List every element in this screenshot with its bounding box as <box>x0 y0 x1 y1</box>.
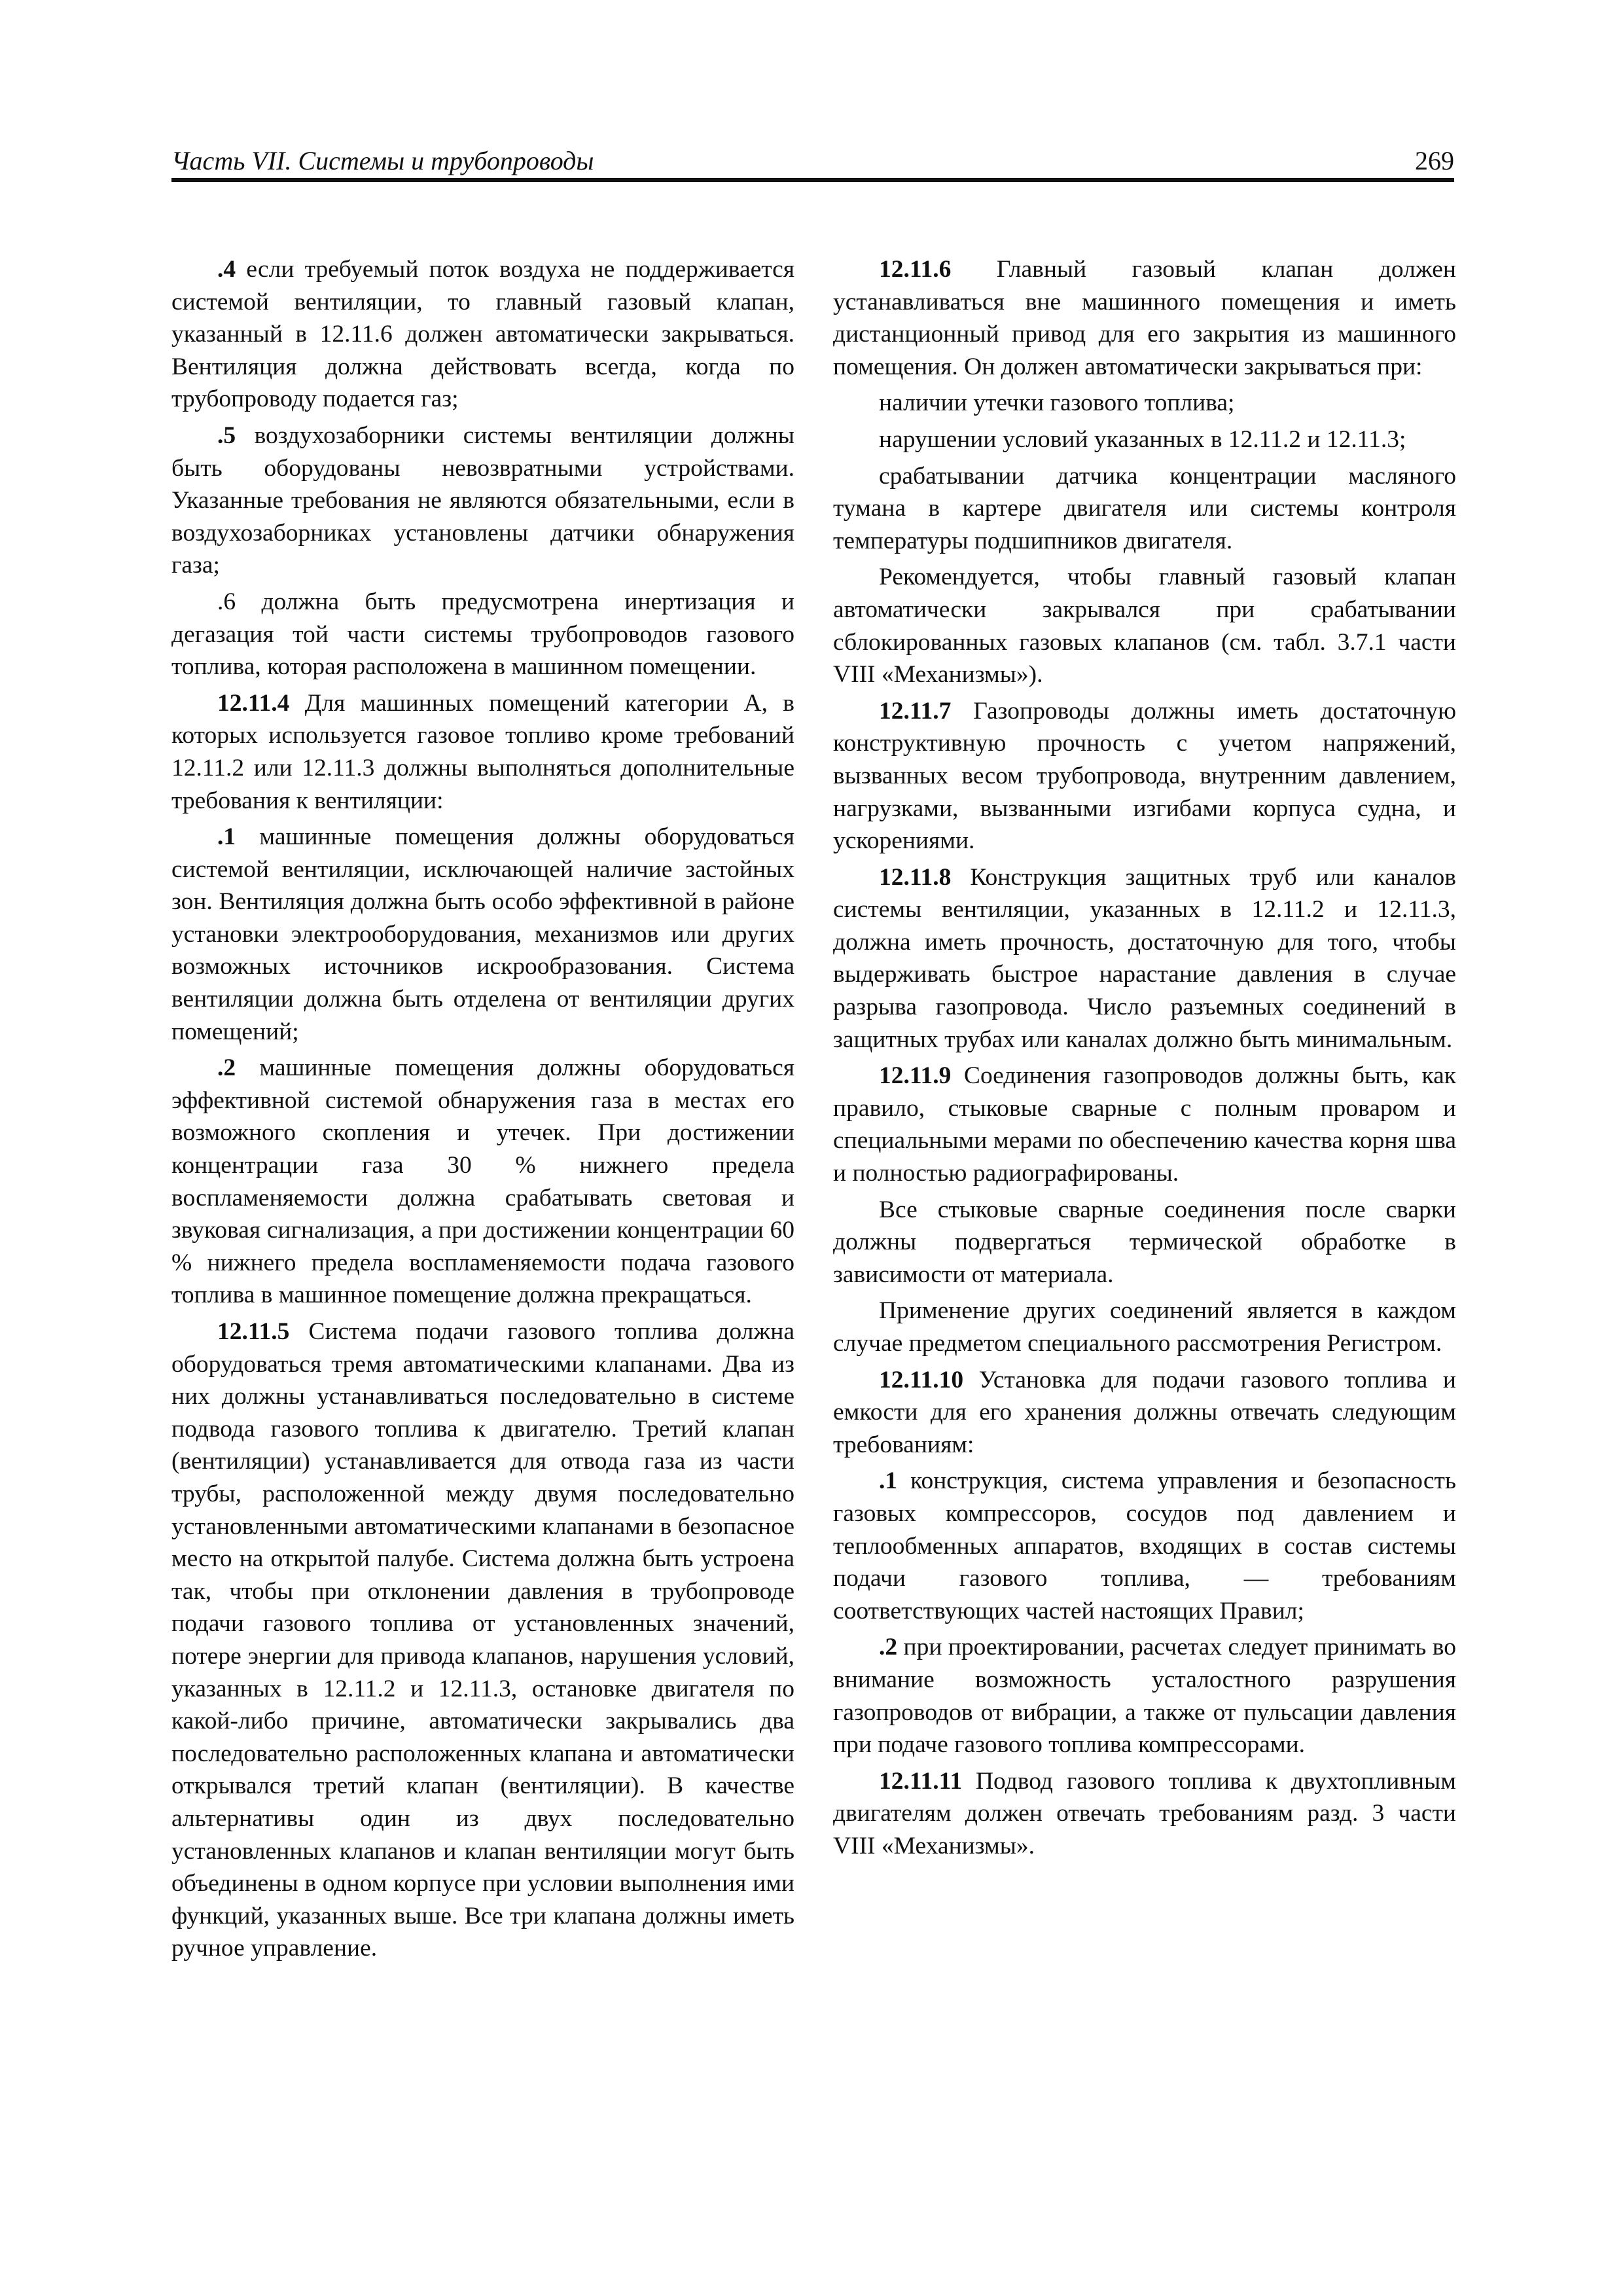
paragraph <box>171 1316 794 1965</box>
item-number: .2 <box>879 1634 898 1661</box>
paragraph-text: Все стыковые сварные соединения после сварки должны подвергаться термической обработке в зависимости от материала. <box>833 1196 1456 1288</box>
paragraph <box>171 586 794 683</box>
right-column <box>833 253 1456 1867</box>
paragraph-text: если требуемый поток воздуха не поддерживается системой вентиляции, то главный газовый клапан, указанный в 12.11.6 должен автоматически закрываться. Вентиляция должна действовать всегда, когда по трубопроводу подается газ; <box>171 256 794 413</box>
paragraph-text: воздухозаборники системы вентиляции должны быть оборудованы невозвратными устройствами. Указанные требования не являются обязательными, если в воздухозаборниках установлены датчики обнаружения газа; <box>171 422 794 579</box>
paragraph <box>833 861 1456 1056</box>
paragraph <box>833 1765 1456 1863</box>
running-head-title: Часть VII. Системы и трубопроводы <box>171 146 594 175</box>
paragraph <box>833 253 1456 383</box>
paragraph <box>833 1060 1456 1189</box>
paragraph-text: Подвод газового топлива к двухтопливным двигателям должен отвечать требованиям разд. 3 части VIII «Механизмы». <box>833 1767 1456 1859</box>
paragraph <box>833 1194 1456 1291</box>
paragraph <box>833 1364 1456 1462</box>
paragraph <box>833 1295 1456 1359</box>
paragraph-text: машинные помещения должны оборудоваться эффективной системой обнаружения газа в местах его возможного скопления и утечек. При достижении концентрации газа 30 % нижнего предела воспламеняемости должна срабатывать световая и звуковая сигнализация, а при достижении концентрации 60 % нижнего предела воспламеняемости подача газового топлива в машинное помещение должна прекращаться. <box>171 1054 794 1309</box>
paragraph <box>171 420 794 582</box>
paragraph <box>171 821 794 1048</box>
paragraph <box>171 1052 794 1312</box>
section-number: 12.11.8 <box>879 863 952 891</box>
paragraph <box>833 695 1456 857</box>
item-number: .5 <box>217 422 236 449</box>
paragraph-text: Конструкция защитных труб или каналов системы вентиляции, указанных в 12.11.2 и 12.11.3, должна иметь прочность, достаточную для того, чтобы выдерживать быстрое нарастание давления в случае разрыва газопровода. Число разъемных соединений в защитных трубах или каналах должно быть минимальным. <box>833 863 1456 1053</box>
paragraph-text: машинные помещения должны оборудоваться системой вентиляции, исключающей наличие застойных зон. Вентиляция должна быть особо эффективной в районе установки электрооборудования, механизмов или других возможных источников искрообразования. Система вентиляции должна быть отделена от вентиляции других помещений; <box>171 823 794 1045</box>
section-number: 12.11.6 <box>879 256 952 283</box>
item-number: .1 <box>879 1467 898 1495</box>
paragraph <box>833 423 1456 456</box>
paragraph <box>833 561 1456 691</box>
paragraph <box>833 460 1456 558</box>
section-number: 12.11.7 <box>879 697 952 725</box>
item-number: .1 <box>217 823 236 851</box>
item-number: .2 <box>217 1054 236 1082</box>
left-column <box>171 253 794 1969</box>
section-number: 12.11.9 <box>879 1062 952 1090</box>
paragraph-text: Применение других соединений является в каждом случае предметом специального рассмотрения Регистром. <box>833 1297 1456 1357</box>
page-number: 269 <box>1415 146 1454 175</box>
paragraph <box>833 387 1456 420</box>
paragraph-text: срабатывании датчика концентрации масляного тумана в картере двигателя или системы контроля температуры подшипников двигателя. <box>833 462 1456 554</box>
section-number: 12.11.4 <box>217 689 290 717</box>
section-number: 12.11.11 <box>879 1767 963 1795</box>
paragraph-text: Соединения газопроводов должны быть, как правило, стыковые сварные с полным проваром и специальными мерами по обеспечению качества корня шва и полностью радиографированы. <box>833 1062 1456 1187</box>
paragraph-text: нарушении условий указанных в 12.11.2 и 12.11.3; <box>879 425 1406 453</box>
paragraph <box>833 1631 1456 1761</box>
section-number: 12.11.10 <box>879 1366 964 1393</box>
running-head <box>171 143 1454 179</box>
paragraph <box>171 687 794 817</box>
paragraph-text: при проектировании, расчетах следует принимать во внимание возможность усталостного разрушения газопроводов от вибрации, а также от пульсации давления при подаче газового топлива компрессорами. <box>833 1634 1456 1759</box>
paragraph-text: конструкция, система управления и безопасность газовых компрессоров, сосудов под давлением и теплообменных аппаратов, входящих в состав системы подачи газового топлива, — требованиям соответствующих частей настоящих Правил; <box>833 1467 1456 1624</box>
paragraph <box>833 1465 1456 1627</box>
paragraph-text: Газопроводы должны иметь достаточную конструктивную прочность с учетом напряжений, вызванных весом трубопровода, внутренним давлением, нагрузками, вызванными изгибами корпуса судна, и ускорениями. <box>833 697 1456 855</box>
paragraph-text: Система подачи газового топлива должна оборудоваться тремя автоматическими клапанами. Два из них должны устанавливаться последовательно в системе подвода газового топлива к двигателю. Третий клапан (вентиляции) устанавливается для отвода газа из части трубы, расположенной между двумя последовательно установленными автоматическими клапанами в безопасное место на открытой палубе. Система должна быть устроена так, чтобы при отклонении давления в трубопроводе подачи газового топлива от установленных значений, потере энергии для привода клапанов, нарушения условий, указанных в 12.11.2 и 12.11.3, остановке двигателя по какой-либо причине, автоматически закрывались два последовательно расположенных клапана и автоматически открывался третий клапан (вентиляции). В качестве альтернативы один из двух последовательно установленных клапанов и клапан вентиляции могут быть объединены в одном корпусе при условии выполнения ими функций, указанных выше. Все три клапана должны иметь ручное управление. <box>171 1318 794 1962</box>
paragraph-text: Главный газовый клапан должен устанавливаться вне машинного помещения и иметь дистанционный привод для его закрытия из машинного помещения. Он должен автоматически закрываться при: <box>833 256 1456 380</box>
paragraph-text: Для машинных помещений категории A, в которых используется газовое топливо кроме требований 12.11.2 или 12.11.3 должны выполняться дополнительные требования к вентиляции: <box>171 689 794 814</box>
paragraph-text: Рекомендуется, чтобы главный газовый клапан автоматически закрывался при срабатывании сблокированных газовых клапанов (см. табл. 3.7.1 части VIII «Механизмы»). <box>833 564 1456 689</box>
paragraph-text: Установка для подачи газового топлива и емкости для его хранения должны отвечать следующим требованиям: <box>833 1366 1456 1458</box>
paragraph <box>171 253 794 416</box>
paragraph-text: .6 должна быть предусмотрена инертизация и дегазация той части системы трубопроводов газового топлива, которая расположена в машинном помещении. <box>171 588 794 681</box>
section-number: 12.11.5 <box>217 1318 290 1345</box>
item-number: .4 <box>217 256 236 283</box>
paragraph-text: наличии утечки газового топлива; <box>879 389 1235 417</box>
header-rule <box>171 178 1454 182</box>
